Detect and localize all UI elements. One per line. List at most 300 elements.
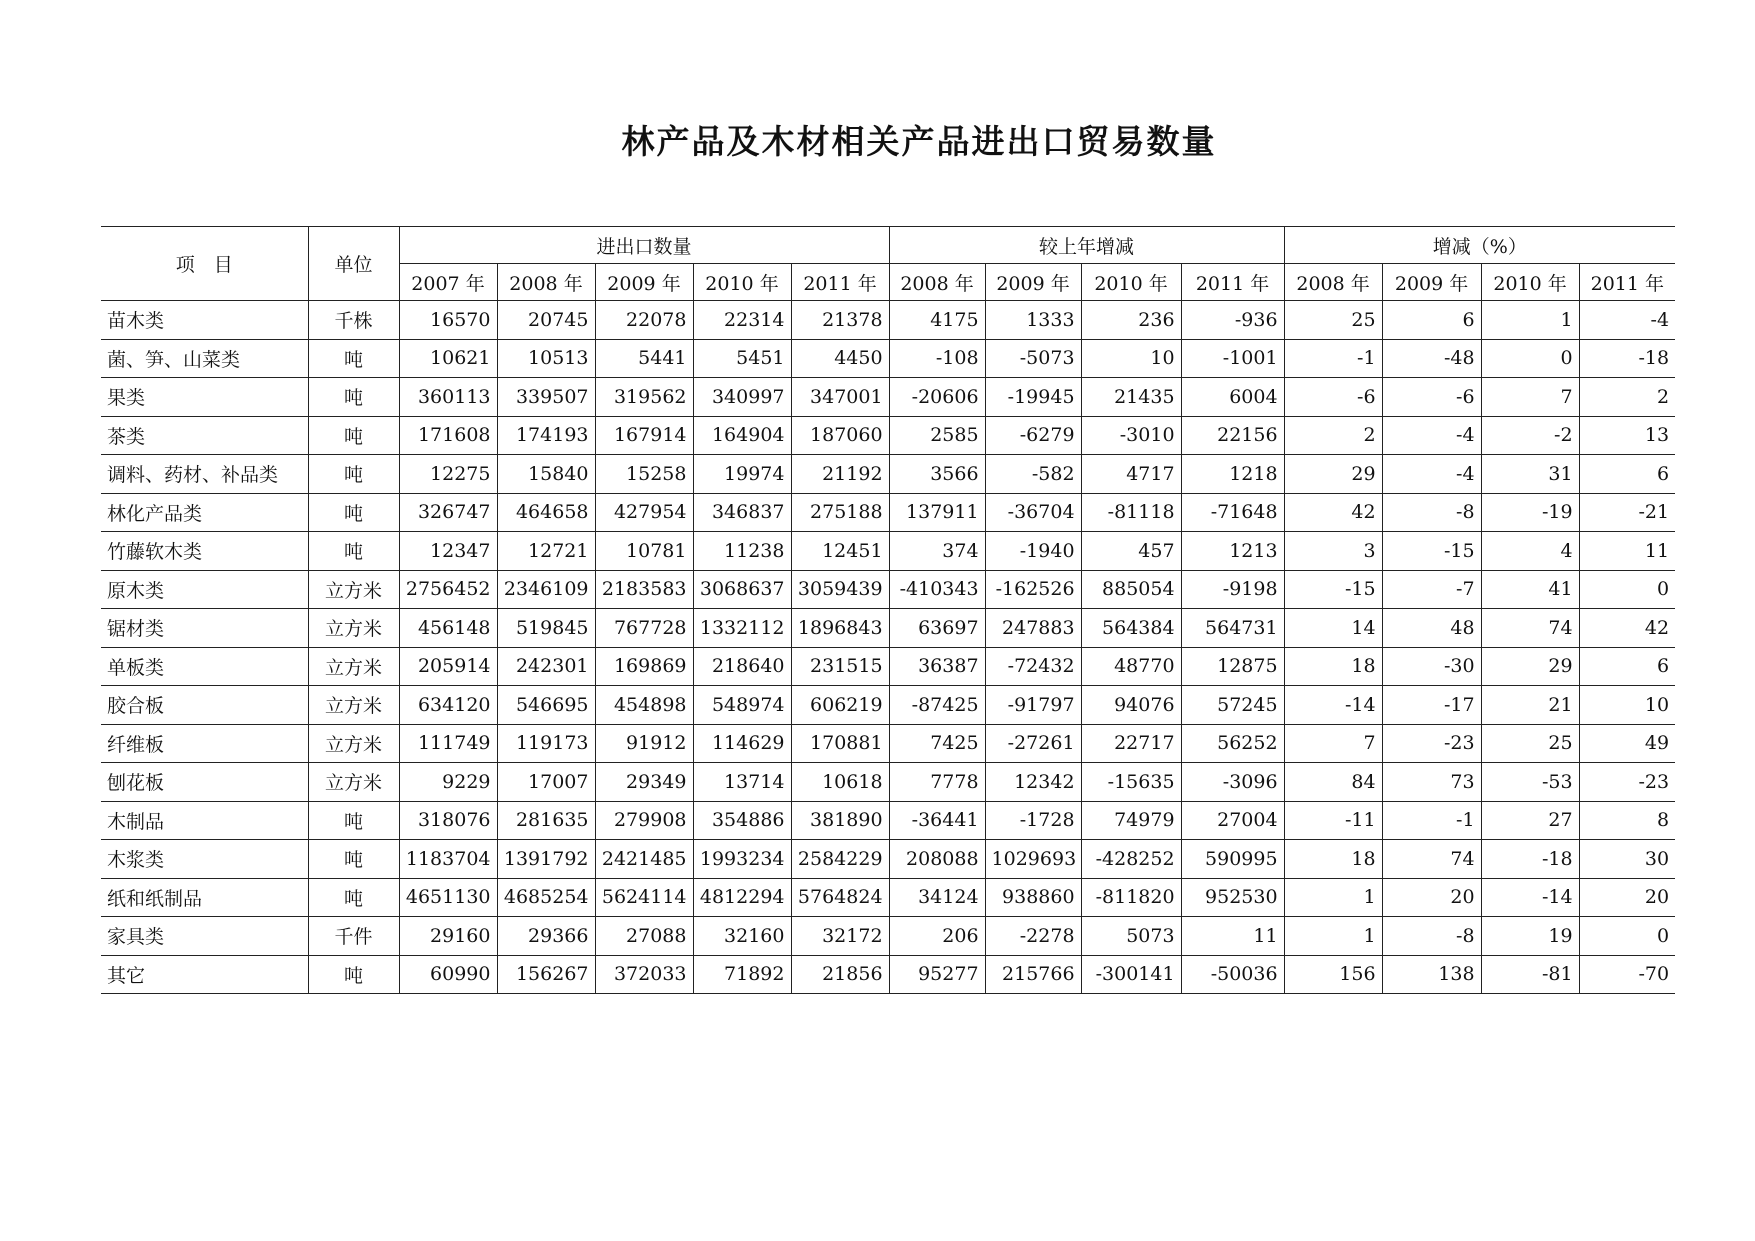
table-row xyxy=(101,493,1675,532)
pct-cell: 74 xyxy=(1481,609,1579,648)
pct-cell: 14 xyxy=(1284,609,1382,648)
quantity-cell: 171608 xyxy=(399,416,497,455)
quantity-cell: 170881 xyxy=(791,724,889,763)
quantity-cell: 319562 xyxy=(595,378,693,417)
pct-cell: 7 xyxy=(1284,724,1382,763)
pct-cell: -18 xyxy=(1481,840,1579,879)
quantity-cell: 15840 xyxy=(497,455,595,494)
pct-cell: -14 xyxy=(1481,878,1579,917)
quantity-cell: 546695 xyxy=(497,686,595,725)
trade-table xyxy=(101,226,1675,994)
item-cell: 茶类 xyxy=(101,416,308,455)
change-cell: 94076 xyxy=(1081,686,1181,725)
quantity-cell: 12347 xyxy=(399,532,497,571)
quantity-cell: 174193 xyxy=(497,416,595,455)
pct-cell: 8 xyxy=(1579,801,1675,840)
pct-cell: 6 xyxy=(1382,301,1481,340)
pct-year-header: 2009 年 xyxy=(1382,264,1481,301)
quantity-cell: 111749 xyxy=(399,724,497,763)
quantity-cell: 3059439 xyxy=(791,570,889,609)
quantity-cell: 12451 xyxy=(791,532,889,571)
change-cell: -50036 xyxy=(1181,955,1284,994)
pct-cell: -8 xyxy=(1382,493,1481,532)
quantity-cell: 2421485 xyxy=(595,840,693,879)
change-cell: 1029693 xyxy=(985,840,1081,879)
pct-cell: 2 xyxy=(1579,378,1675,417)
unit-cell: 吨 xyxy=(308,878,399,917)
pct-cell: 2 xyxy=(1284,416,1382,455)
item-cell: 林化产品类 xyxy=(101,493,308,532)
unit-cell: 立方米 xyxy=(308,609,399,648)
pct-cell: 13 xyxy=(1579,416,1675,455)
change-cell: 56252 xyxy=(1181,724,1284,763)
pct-cell: -17 xyxy=(1382,686,1481,725)
quantity-cell: 29366 xyxy=(497,917,595,956)
quantity-cell: 19974 xyxy=(693,455,791,494)
change-cell: -108 xyxy=(889,339,985,378)
table-row xyxy=(101,840,1675,879)
change-cell: -2278 xyxy=(985,917,1081,956)
table-row xyxy=(101,878,1675,917)
pct-cell: 49 xyxy=(1579,724,1675,763)
pct-cell: 29 xyxy=(1284,455,1382,494)
unit-cell: 吨 xyxy=(308,493,399,532)
unit-cell: 立方米 xyxy=(308,647,399,686)
change-cell: -811820 xyxy=(1081,878,1181,917)
change-cell: -1940 xyxy=(985,532,1081,571)
change-cell: 374 xyxy=(889,532,985,571)
item-cell: 菌、笋、山菜类 xyxy=(101,339,308,378)
unit-cell: 吨 xyxy=(308,532,399,571)
header-group-change: 较上年增减 xyxy=(889,227,1284,264)
unit-cell: 吨 xyxy=(308,801,399,840)
table-row xyxy=(101,609,1675,648)
quantity-cell: 71892 xyxy=(693,955,791,994)
quantity-cell: 464658 xyxy=(497,493,595,532)
quantity-cell: 4685254 xyxy=(497,878,595,917)
pct-cell: 10 xyxy=(1579,686,1675,725)
change-cell: 3566 xyxy=(889,455,985,494)
pct-cell: 73 xyxy=(1382,763,1481,802)
quantity-cell: 12275 xyxy=(399,455,497,494)
table-header xyxy=(101,227,1675,301)
pct-cell: 156 xyxy=(1284,955,1382,994)
quantity-cell: 5441 xyxy=(595,339,693,378)
change-cell: -72432 xyxy=(985,647,1081,686)
pct-cell: -21 xyxy=(1579,493,1675,532)
pct-cell: 20 xyxy=(1382,878,1481,917)
pct-cell: -53 xyxy=(1481,763,1579,802)
item-cell: 刨花板 xyxy=(101,763,308,802)
quantity-cell: 1391792 xyxy=(497,840,595,879)
change-cell: -3096 xyxy=(1181,763,1284,802)
table-body xyxy=(101,301,1675,994)
quantity-cell: 11238 xyxy=(693,532,791,571)
pct-cell: -11 xyxy=(1284,801,1382,840)
quantity-cell: 4450 xyxy=(791,339,889,378)
pct-cell: -1 xyxy=(1284,339,1382,378)
quantity-cell: 1896843 xyxy=(791,609,889,648)
unit-cell: 立方米 xyxy=(308,686,399,725)
table-row xyxy=(101,724,1675,763)
table-row xyxy=(101,647,1675,686)
quantity-cell: 21378 xyxy=(791,301,889,340)
change-cell: -36441 xyxy=(889,801,985,840)
pct-cell: 1 xyxy=(1481,301,1579,340)
change-cell: 247883 xyxy=(985,609,1081,648)
table-row xyxy=(101,301,1675,340)
unit-cell: 吨 xyxy=(308,955,399,994)
quantity-cell: 548974 xyxy=(693,686,791,725)
change-cell: -1728 xyxy=(985,801,1081,840)
change-cell: -81118 xyxy=(1081,493,1181,532)
change-cell: 7778 xyxy=(889,763,985,802)
pct-cell: 0 xyxy=(1481,339,1579,378)
item-cell: 原木类 xyxy=(101,570,308,609)
quantity-cell: 360113 xyxy=(399,378,497,417)
quantity-cell: 381890 xyxy=(791,801,889,840)
unit-cell: 千件 xyxy=(308,917,399,956)
pct-cell: 0 xyxy=(1579,917,1675,956)
item-cell: 苗木类 xyxy=(101,301,308,340)
pct-cell: 1 xyxy=(1284,917,1382,956)
pct-cell: 84 xyxy=(1284,763,1382,802)
quantity-cell: 29160 xyxy=(399,917,497,956)
change-cell: 1218 xyxy=(1181,455,1284,494)
change-cell: 7425 xyxy=(889,724,985,763)
unit-cell: 立方米 xyxy=(308,724,399,763)
quantity-cell: 22314 xyxy=(693,301,791,340)
quantity-cell: 17007 xyxy=(497,763,595,802)
change-cell: -71648 xyxy=(1181,493,1284,532)
pct-cell: 42 xyxy=(1284,493,1382,532)
table-row xyxy=(101,532,1675,571)
quantity-year-header: 2007 年 xyxy=(399,264,497,301)
pct-cell: -8 xyxy=(1382,917,1481,956)
item-cell: 纤维板 xyxy=(101,724,308,763)
header-group-pct: 增减（%） xyxy=(1284,227,1675,264)
pct-cell: 11 xyxy=(1579,532,1675,571)
quantity-cell: 242301 xyxy=(497,647,595,686)
quantity-cell: 1993234 xyxy=(693,840,791,879)
quantity-cell: 169869 xyxy=(595,647,693,686)
change-cell: 137911 xyxy=(889,493,985,532)
pct-cell: -14 xyxy=(1284,686,1382,725)
pct-cell: -4 xyxy=(1382,455,1481,494)
change-cell: 1333 xyxy=(985,301,1081,340)
change-cell: 10 xyxy=(1081,339,1181,378)
unit-cell: 吨 xyxy=(308,455,399,494)
quantity-cell: 2346109 xyxy=(497,570,595,609)
pct-cell: -2 xyxy=(1481,416,1579,455)
pct-cell: 138 xyxy=(1382,955,1481,994)
quantity-cell: 4812294 xyxy=(693,878,791,917)
item-cell: 家具类 xyxy=(101,917,308,956)
quantity-cell: 275188 xyxy=(791,493,889,532)
quantity-cell: 456148 xyxy=(399,609,497,648)
quantity-cell: 114629 xyxy=(693,724,791,763)
change-cell: 57245 xyxy=(1181,686,1284,725)
change-cell: 208088 xyxy=(889,840,985,879)
pct-cell: 48 xyxy=(1382,609,1481,648)
pct-cell: 42 xyxy=(1579,609,1675,648)
change-cell: 95277 xyxy=(889,955,985,994)
unit-cell: 吨 xyxy=(308,840,399,879)
header-group-quantity: 进出口数量 xyxy=(399,227,889,264)
quantity-cell: 21856 xyxy=(791,955,889,994)
quantity-cell: 519845 xyxy=(497,609,595,648)
change-cell: 48770 xyxy=(1081,647,1181,686)
table-row xyxy=(101,763,1675,802)
quantity-cell: 119173 xyxy=(497,724,595,763)
quantity-cell: 10513 xyxy=(497,339,595,378)
quantity-cell: 346837 xyxy=(693,493,791,532)
table-row xyxy=(101,378,1675,417)
quantity-cell: 2756452 xyxy=(399,570,497,609)
quantity-cell: 21192 xyxy=(791,455,889,494)
quantity-cell: 22078 xyxy=(595,301,693,340)
change-year-header: 2008 年 xyxy=(889,264,985,301)
page-title: 林产品及木材相关产品进出口贸易数量 xyxy=(621,122,1217,161)
change-cell: 63697 xyxy=(889,609,985,648)
pct-cell: 18 xyxy=(1284,647,1382,686)
pct-cell: -23 xyxy=(1382,724,1481,763)
quantity-cell: 164904 xyxy=(693,416,791,455)
item-cell: 胶合板 xyxy=(101,686,308,725)
pct-cell: 6 xyxy=(1579,647,1675,686)
quantity-cell: 279908 xyxy=(595,801,693,840)
header-unit: 单位 xyxy=(308,227,399,301)
pct-cell: 18 xyxy=(1284,840,1382,879)
change-cell: -15635 xyxy=(1081,763,1181,802)
change-cell: 1213 xyxy=(1181,532,1284,571)
change-cell: 34124 xyxy=(889,878,985,917)
quantity-year-header: 2009 年 xyxy=(595,264,693,301)
table-row xyxy=(101,455,1675,494)
quantity-cell: 281635 xyxy=(497,801,595,840)
quantity-cell: 218640 xyxy=(693,647,791,686)
change-cell: -428252 xyxy=(1081,840,1181,879)
change-cell: -936 xyxy=(1181,301,1284,340)
pct-cell: 30 xyxy=(1579,840,1675,879)
quantity-cell: 29349 xyxy=(595,763,693,802)
table-row xyxy=(101,917,1675,956)
item-cell: 纸和纸制品 xyxy=(101,878,308,917)
pct-year-header: 2010 年 xyxy=(1481,264,1579,301)
quantity-cell: 91912 xyxy=(595,724,693,763)
quantity-cell: 767728 xyxy=(595,609,693,648)
change-cell: 12342 xyxy=(985,763,1081,802)
pct-cell: -48 xyxy=(1382,339,1481,378)
pct-cell: 19 xyxy=(1481,917,1579,956)
pct-cell: -19 xyxy=(1481,493,1579,532)
quantity-cell: 10781 xyxy=(595,532,693,571)
item-cell: 果类 xyxy=(101,378,308,417)
pct-cell: 20 xyxy=(1579,878,1675,917)
quantity-year-header: 2011 年 xyxy=(791,264,889,301)
quantity-cell: 167914 xyxy=(595,416,693,455)
change-cell: 206 xyxy=(889,917,985,956)
quantity-cell: 5764824 xyxy=(791,878,889,917)
change-year-header: 2010 年 xyxy=(1081,264,1181,301)
pct-cell: 27 xyxy=(1481,801,1579,840)
header-item: 项 目 xyxy=(101,227,308,301)
quantity-cell: 5624114 xyxy=(595,878,693,917)
change-year-header: 2011 年 xyxy=(1181,264,1284,301)
quantity-cell: 20745 xyxy=(497,301,595,340)
change-cell: -20606 xyxy=(889,378,985,417)
change-cell: 11 xyxy=(1181,917,1284,956)
quantity-year-header: 2008 年 xyxy=(497,264,595,301)
item-cell: 其它 xyxy=(101,955,308,994)
table-row xyxy=(101,955,1675,994)
pct-cell: 1 xyxy=(1284,878,1382,917)
change-cell: 21435 xyxy=(1081,378,1181,417)
item-cell: 锯材类 xyxy=(101,609,308,648)
change-cell: 938860 xyxy=(985,878,1081,917)
quantity-cell: 2584229 xyxy=(791,840,889,879)
change-cell: 590995 xyxy=(1181,840,1284,879)
pct-cell: 31 xyxy=(1481,455,1579,494)
change-cell: -19945 xyxy=(985,378,1081,417)
quantity-cell: 4651130 xyxy=(399,878,497,917)
pct-cell: 74 xyxy=(1382,840,1481,879)
change-cell: 6004 xyxy=(1181,378,1284,417)
pct-cell: -4 xyxy=(1579,301,1675,340)
change-cell: -5073 xyxy=(985,339,1081,378)
table-row xyxy=(101,416,1675,455)
change-cell: -36704 xyxy=(985,493,1081,532)
pct-cell: -70 xyxy=(1579,955,1675,994)
quantity-cell: 5451 xyxy=(693,339,791,378)
quantity-cell: 9229 xyxy=(399,763,497,802)
quantity-cell: 354886 xyxy=(693,801,791,840)
pct-year-header: 2011 年 xyxy=(1579,264,1675,301)
pct-cell: 3 xyxy=(1284,532,1382,571)
quantity-cell: 32172 xyxy=(791,917,889,956)
item-cell: 调料、药材、补品类 xyxy=(101,455,308,494)
unit-cell: 立方米 xyxy=(308,570,399,609)
change-cell: 4175 xyxy=(889,301,985,340)
quantity-year-header: 2010 年 xyxy=(693,264,791,301)
change-cell: -9198 xyxy=(1181,570,1284,609)
quantity-cell: 15258 xyxy=(595,455,693,494)
change-cell: -6279 xyxy=(985,416,1081,455)
change-cell: 885054 xyxy=(1081,570,1181,609)
item-cell: 单板类 xyxy=(101,647,308,686)
quantity-cell: 339507 xyxy=(497,378,595,417)
change-cell: -87425 xyxy=(889,686,985,725)
quantity-cell: 606219 xyxy=(791,686,889,725)
change-cell: -300141 xyxy=(1081,955,1181,994)
change-cell: -582 xyxy=(985,455,1081,494)
pct-cell: 0 xyxy=(1579,570,1675,609)
pct-cell: -30 xyxy=(1382,647,1481,686)
unit-cell: 吨 xyxy=(308,378,399,417)
table-row xyxy=(101,339,1675,378)
pct-cell: 25 xyxy=(1284,301,1382,340)
item-cell: 竹藤软木类 xyxy=(101,532,308,571)
change-cell: 457 xyxy=(1081,532,1181,571)
quantity-cell: 10618 xyxy=(791,763,889,802)
change-cell: 2585 xyxy=(889,416,985,455)
change-cell: 215766 xyxy=(985,955,1081,994)
quantity-cell: 454898 xyxy=(595,686,693,725)
unit-cell: 立方米 xyxy=(308,763,399,802)
item-cell: 木浆类 xyxy=(101,840,308,879)
pct-cell: -18 xyxy=(1579,339,1675,378)
pct-cell: -4 xyxy=(1382,416,1481,455)
quantity-cell: 427954 xyxy=(595,493,693,532)
change-cell: -27261 xyxy=(985,724,1081,763)
table-row xyxy=(101,570,1675,609)
pct-cell: -15 xyxy=(1284,570,1382,609)
quantity-cell: 16570 xyxy=(399,301,497,340)
quantity-cell: 156267 xyxy=(497,955,595,994)
pct-cell: 29 xyxy=(1481,647,1579,686)
item-cell: 木制品 xyxy=(101,801,308,840)
change-cell: 22717 xyxy=(1081,724,1181,763)
quantity-cell: 3068637 xyxy=(693,570,791,609)
quantity-cell: 187060 xyxy=(791,416,889,455)
unit-cell: 千株 xyxy=(308,301,399,340)
pct-cell: -6 xyxy=(1284,378,1382,417)
change-cell: 22156 xyxy=(1181,416,1284,455)
table-row xyxy=(101,686,1675,725)
change-cell: 27004 xyxy=(1181,801,1284,840)
change-cell: 12875 xyxy=(1181,647,1284,686)
quantity-cell: 13714 xyxy=(693,763,791,802)
quantity-cell: 32160 xyxy=(693,917,791,956)
pct-cell: -1 xyxy=(1382,801,1481,840)
pct-cell: -81 xyxy=(1481,955,1579,994)
quantity-cell: 634120 xyxy=(399,686,497,725)
quantity-cell: 10621 xyxy=(399,339,497,378)
pct-cell: 7 xyxy=(1481,378,1579,417)
quantity-cell: 205914 xyxy=(399,647,497,686)
quantity-cell: 1183704 xyxy=(399,840,497,879)
quantity-cell: 1332112 xyxy=(693,609,791,648)
pct-year-header: 2008 年 xyxy=(1284,264,1382,301)
unit-cell: 吨 xyxy=(308,416,399,455)
change-cell: -91797 xyxy=(985,686,1081,725)
pct-cell: -15 xyxy=(1382,532,1481,571)
quantity-cell: 231515 xyxy=(791,647,889,686)
unit-cell: 吨 xyxy=(308,339,399,378)
pct-cell: -23 xyxy=(1579,763,1675,802)
quantity-cell: 12721 xyxy=(497,532,595,571)
change-cell: -410343 xyxy=(889,570,985,609)
pct-cell: 4 xyxy=(1481,532,1579,571)
change-cell: -162526 xyxy=(985,570,1081,609)
change-cell: 564731 xyxy=(1181,609,1284,648)
quantity-cell: 340997 xyxy=(693,378,791,417)
table-row xyxy=(101,801,1675,840)
change-year-header: 2009 年 xyxy=(985,264,1081,301)
change-cell: 4717 xyxy=(1081,455,1181,494)
quantity-cell: 372033 xyxy=(595,955,693,994)
quantity-cell: 2183583 xyxy=(595,570,693,609)
pct-cell: 25 xyxy=(1481,724,1579,763)
change-cell: 74979 xyxy=(1081,801,1181,840)
pct-cell: 41 xyxy=(1481,570,1579,609)
pct-cell: 6 xyxy=(1579,455,1675,494)
quantity-cell: 326747 xyxy=(399,493,497,532)
pct-cell: -6 xyxy=(1382,378,1481,417)
quantity-cell: 347001 xyxy=(791,378,889,417)
change-cell: 952530 xyxy=(1181,878,1284,917)
change-cell: 5073 xyxy=(1081,917,1181,956)
